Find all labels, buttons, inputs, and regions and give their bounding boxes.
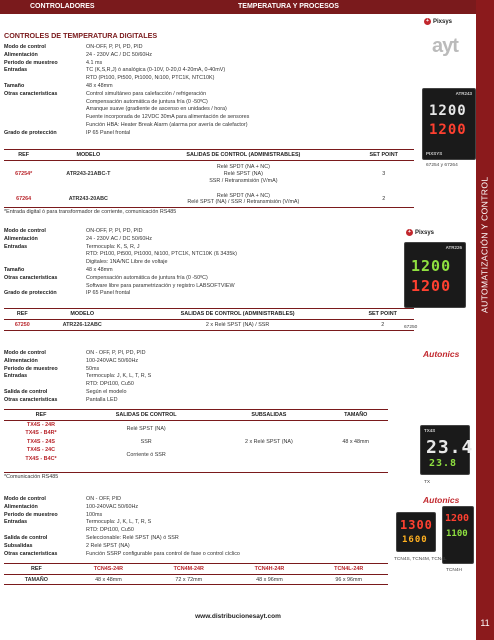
spec-value: Según el modelo [86,388,127,395]
col-header-suboutputs: SUBSALIDAS [214,410,323,421]
spec-value: IP 65 Panel frontal [86,129,131,136]
output-line: Relé SPST (NA) [223,171,263,178]
spec-value: Seleccionable: Relé SPST (NA) ó SSR [86,534,179,541]
spec-value: Termocupla: J, K, L, T, R, S [86,373,152,380]
spec-label [4,99,86,107]
col-header-ref: REF [4,410,78,421]
spec-label [4,259,86,267]
pixsys-logo-text: Pixsys [415,230,435,237]
col-header-model: TCN4S-24R [69,564,148,575]
spec-label [4,114,86,122]
spec-value: 24 - 230V AC / DC 50/60Hz [86,51,152,58]
spec-label: Periodo de muestreo [4,365,58,372]
spec-value: Digitales: 1NA/NC Libre de voltaje [86,259,168,266]
spec-label: Otras características [4,274,58,281]
spec-value: 50ms [86,365,100,372]
spec-value: IP 65 Panel frontal [86,290,131,297]
model-cell: ATR226-12ABC [62,321,102,328]
spec-value: 48 x 48mm [86,82,113,89]
size-cell: 48 x 96mm [256,576,283,583]
block3-table [4,409,388,464]
spec-value: 100ms [86,511,103,518]
block3-specs [4,350,384,405]
spec-value: Termocupla: K, S, R, J [86,243,140,250]
spec-label: Modo de control [4,496,46,502]
spec-value: 2 Relé SPST (NA) [86,542,130,549]
atr226-device-image [404,242,466,308]
device-display-bottom: 1600 [402,535,428,545]
spec-label: Entradas [4,67,28,74]
spec-label [4,381,86,389]
col-header-model: MODELO [41,309,124,320]
spec-value: RTD: DPt100, Cu50 [86,527,134,534]
model-cell: ATR243-21ABC-T [66,171,111,178]
block4-table [4,563,388,585]
spec-value: 100-240VAC 50/60Hz [86,357,139,364]
ref-cell: TX4S - B4R* [25,429,57,436]
setpoint-cell: 3 [382,171,386,178]
size-cell: 96 x 96mm [335,576,363,583]
spec-label: Modo de control [4,350,46,356]
ref-cell: 67264 [16,195,32,202]
spec-value: RTD (Pt100, Pt500, Pt1000, Ni100, PTC1K, NTC10K) [86,75,215,82]
spec-value: Compensación automática de juntura fría (0 -50ºC) [86,274,208,281]
setpoint-cell: 2 [382,195,386,202]
device-display-top: 1300 [400,518,433,532]
spec-label: Salida de control [4,388,48,395]
block2-specs [4,228,384,298]
table-row [4,160,414,188]
spec-label [4,527,86,535]
spec-label: Alimentación [4,235,38,242]
spec-value: ON - OFF, P, PI, PD, PID [86,350,146,356]
spec-value: Fuente incorporada de 12VDC 30mA para alimentación de sensores [86,114,250,121]
spec-value: Pantalla LED [86,396,118,403]
spec-value: TC (K,S,R,J) ó analógica (0-10V, 0-20,0 4-20mA, 0-40mV) [86,67,226,74]
spec-label: Periodo de muestreo [4,511,58,518]
table-row [4,319,414,330]
block4-caption-b: TCN4H [446,568,462,573]
device-display-bottom: 1200 [411,277,452,295]
size-cell: 72 x 72mm [175,576,203,583]
spec-value: Control simultáneo para calefacción / refrigeración [86,90,207,97]
spec-label: Entradas [4,373,28,380]
col-header-model: TCN4M-24R [148,564,229,575]
spec-value: 100-240VAC 50/60Hz [86,503,139,510]
spec-label: Entradas [4,519,28,526]
device-display-top: 1200 [445,513,470,524]
spec-label: Subsalidas [4,542,33,549]
atr243-device-image [422,88,476,160]
spec-label: Otras características [4,396,58,403]
tx4s-device-image [420,425,474,475]
device-model-label: ATR243 [455,91,472,96]
spec-label [4,251,86,259]
spec-label: Alimentación [4,51,38,58]
right-sidebar [476,0,494,640]
spec-value: Compensación automática de juntura fría (0 -50ºC) [86,98,208,105]
pixsys-logo [424,18,452,27]
col-header-ref: REF [4,150,43,161]
spec-label: Otras características [4,550,58,557]
block3-note: *Comunicación RS485 [4,474,59,480]
pixsys-logo [406,229,434,238]
divider [4,330,414,331]
spec-value: RTD: DPt100, Cu50 [86,381,134,388]
spec-label: Entradas [4,243,28,250]
col-header-setpoint: SET POINT [351,309,414,320]
ref-cell: 67254* [15,171,33,178]
spec-value: 48 x 48mm [86,266,113,273]
spec-value: 24 - 230V AC / DC 50/60Hz [86,235,152,242]
section-title: CONTROLES DE TEMPERATURA DIGITALES [4,31,158,40]
pixsys-logo-text: Pixsys [433,19,453,26]
spec-label [4,106,86,114]
autonics-logo: Autonics [423,349,460,359]
block4-caption-a: TCN4S, TCN4M, TCN4L [394,557,447,562]
spec-value: Termocupla: J, K, L, T, R, S [86,519,152,526]
row-label: TAMAÑO [24,576,49,583]
col-header-model: TCN4L-24R [309,564,388,575]
pixsys-logo-icon: + [406,229,413,236]
col-header-size: TAMAÑO [323,410,388,421]
block1-table [4,149,414,210]
setpoint-cell: 2 [381,321,385,328]
block4-specs [4,496,384,558]
divider [4,472,388,473]
tcn4h-device-image [442,506,474,564]
device-display-top: 23.4 [426,437,474,458]
spec-label [4,122,86,130]
output-line: Relé SPDT (NA + NC) [216,192,270,199]
spec-label [4,283,86,291]
divider [4,207,414,208]
outputs-cell: Relé SPST (NA) [126,425,166,432]
device-display-bottom: 1200 [429,122,467,138]
spec-label: Alimentación [4,357,38,364]
spec-value: Arranque suave (gradiente de ascenso en unidades / hora) [86,106,227,113]
spec-value: Software libre para parametrización y registro LABSOFTVIEW [86,282,235,289]
col-header-setpoint: SET POINT [353,150,414,161]
suboutputs-cell: 2 x Relé SPST (NA) [244,438,293,445]
spec-label [4,75,86,83]
size-cell: 48 x 48mm [342,438,370,445]
spec-value: 4.1 ms [86,59,103,66]
divider [4,584,388,585]
col-header-outputs: SALIDAS DE CONTROL (ADMINISTRABLES) [124,309,352,320]
header-category: CONTROLADORES [30,3,95,10]
device-brand-label: PIXSYS [426,151,443,157]
tcn4s-device-image [396,512,436,552]
col-header-outputs: SALIDAS DE CONTROL [78,410,214,421]
spec-value: ON - OFF, PID [86,496,122,502]
pixsys-logo-icon: + [424,18,431,25]
ref-cell: TX4S - 24R [26,421,56,428]
spec-label: Grado de protección [4,290,57,297]
footer-website: www.distribucionesayt.com [195,613,281,620]
ref-cell: TX4S - B4C* [25,456,57,463]
page-number: 11 [480,618,490,628]
block1-caption: 67254 y 67264 [426,163,458,168]
block2-caption: 67250 [404,325,418,330]
spec-label: Modo de control [4,228,46,234]
block2-table [4,308,414,330]
output-line: Relé SPST (NA) / SSR / Retransmisión (V/mA) [187,199,300,206]
col-header-model: TCN4H-24R [229,564,309,575]
ayt-logo: ayt [432,35,458,57]
spec-label: Tamaño [4,266,25,273]
spec-value: ON-OFF, P, PI, PD, PID [86,44,143,50]
block1-specs [4,44,384,138]
col-header-outputs: SALIDAS DE CONTROL (ADMINISTRABLES) [133,150,353,161]
outputs-cell: SSR [140,438,152,445]
block1-note: *Entrada digital ó para transformador de corriente, comunicación RS485 [4,209,177,215]
outputs-cell [133,160,353,188]
col-header-ref: REF [4,309,41,320]
ref-cell: TX4S - 24S [27,438,55,445]
col-header-model: MODELO [43,150,133,161]
spec-label: Periodo de muestreo [4,59,58,66]
size-cell: 48 x 48mm [95,576,122,583]
spec-label: Alimentación [4,503,38,510]
spec-value: RTD: Pt100, Pt500, Pt1000, Ni100, PTC1K, NTC10K (ß 3435k) [86,251,237,258]
spec-value: Función HBA: Heater Break Alarm (alarma por avería de calefactor) [86,121,248,128]
table-row [4,420,388,429]
spec-label: Grado de protección [4,129,57,136]
spec-value: Función SSRP configurable para control de fase o control cíclico [86,550,240,557]
sidebar-vertical-label: AUTOMATIZACIÓN Y CONTROL [479,176,490,314]
spec-label: Modo de control [4,44,46,50]
device-display-top: 1200 [411,257,452,275]
device-display-bottom: 1100 [446,529,468,539]
block3-caption: TX [424,480,431,485]
output-line: SSR / Retransmisión (V/mA) [209,178,278,185]
spec-label: Salida de control [4,534,48,541]
device-model-label: ATR226 [445,245,462,250]
device-display-bottom: 23.8 [429,458,458,469]
ref-cell: 67250 [14,321,30,328]
spec-label: Tamaño [4,82,25,89]
device-display-top: 1200 [429,103,467,119]
outputs-cell: Corriente ó SSR [126,451,166,458]
autonics-logo: Autonics [423,495,460,505]
spec-value: ON-OFF, P, PI, PD, PID [86,228,143,234]
ref-cell: TX4S - 24C [26,447,56,454]
spec-label: Otras características [4,90,58,97]
header-subcategory: TEMPERATURA Y PROCESOS [238,3,339,10]
output-line: Relé SPDT (NA + NC) [216,164,270,171]
outputs-cell: 2 x Relé SPST (NA) / SSR [205,321,270,328]
device-model-label: TX4S [424,428,436,433]
top-header-bar [0,0,476,14]
col-header-ref: REF [4,564,69,575]
model-cell: ATR243-20ABC [68,195,108,202]
